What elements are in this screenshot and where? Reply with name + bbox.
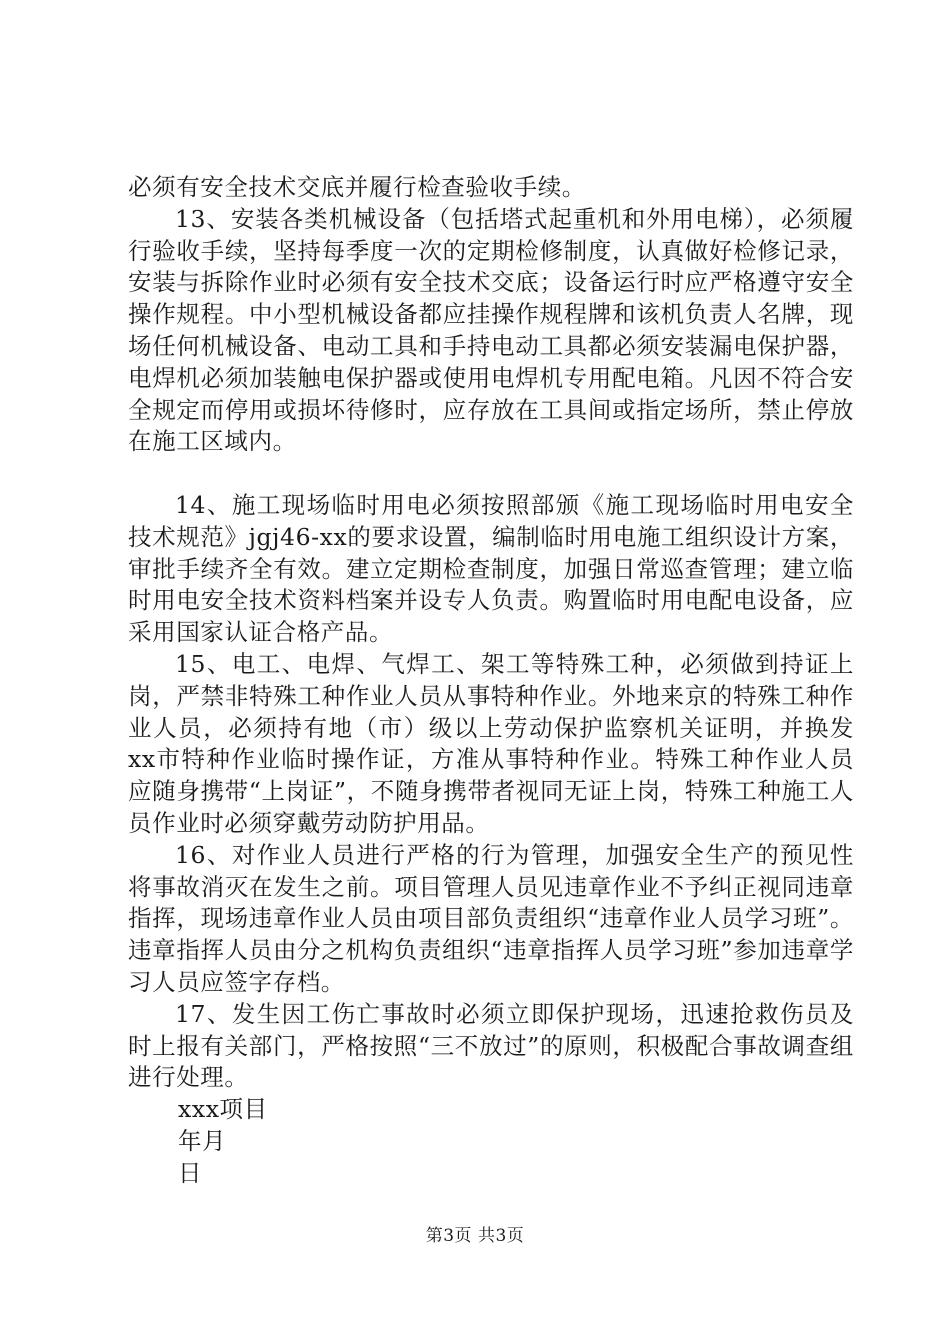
signature-org: xxx项目 xyxy=(178,1095,268,1124)
paragraph-item-17: 17、发生因工伤亡事故时必须立即保护现场，迅速抢救伤员及时上报有关部门，严格按照“三不放过”的原则，积极配合事故调查组进行处理。 xyxy=(128,999,854,1092)
paragraph-item-14: 14、施工现场临时用电必须按照部颁《施工现场临时用电安全技术规范》jgj46-xx的要求设置，编制临时用电施工组织设计方案，审批手续齐全有效。建立定期检查制度，加强日常巡查管理；建立临时用电安全技术资料档案并设专人负责。购置临时用电配电设备，应采用国家认证合格产品。 xyxy=(128,490,854,647)
paragraph-item-13: 13、安装各类机械设备（包括塔式起重机和外用电梯），必须履行验收手续，坚持每季度一次的定期检修制度，认真做好检修记录，安装与拆除作业时必须有安全技术交底；设备运行时应严格遵守安全操作规程。中小型机械设备都应挂操作规程牌和该机负责人名牌，现场任何机械设备、电动工具和手持电动工具都必须安装漏电保护器，电焊机必须加装触电保护器或使用电焊机专用配电箱。凡因不符合安全规定而停用或损坏待修时，应存放在工具间或指定场所，禁止停放在施工区域内。 xyxy=(128,204,854,456)
signature-day: 日 xyxy=(178,1158,203,1187)
page-number-footer: 第3页 共3页 xyxy=(425,1226,525,1246)
paragraph-item-15: 15、电工、电焊、气焊工、架工等特殊工种，必须做到持证上岗，严禁非特殊工种作业人员从事特种作业。外地来京的特殊工种作业人员，必须持有地（市）级以上劳动保护监察机关证明，并换发xx市特种作业临时操作证，方准从事特种作业。特殊工种作业人员应随身携带“上岗证”，不随身携带者视同无证上岗，特殊工种施工人员作业时必须穿戴劳动防护用品。 xyxy=(128,649,854,837)
document-body xyxy=(128,172,854,1190)
signature-year-month: 年月 xyxy=(178,1126,227,1155)
paragraph-continuation: 必须有安全技术交底并履行检查验收手续。 xyxy=(128,173,586,201)
paragraph-spacer xyxy=(128,458,854,490)
paragraph-item-16: 16、对作业人员进行严格的行为管理，加强安全生产的预见性将事故消灭在发生之前。项目管理人员见违章作业不予纠正视同违章指挥，现场违章作业人员由项目部负责组织“违章作业人员学习班”。违章指挥人员由分之机构负责组织“违章指挥人员学习班”参加违章学习人员应签字存档。 xyxy=(128,840,854,996)
